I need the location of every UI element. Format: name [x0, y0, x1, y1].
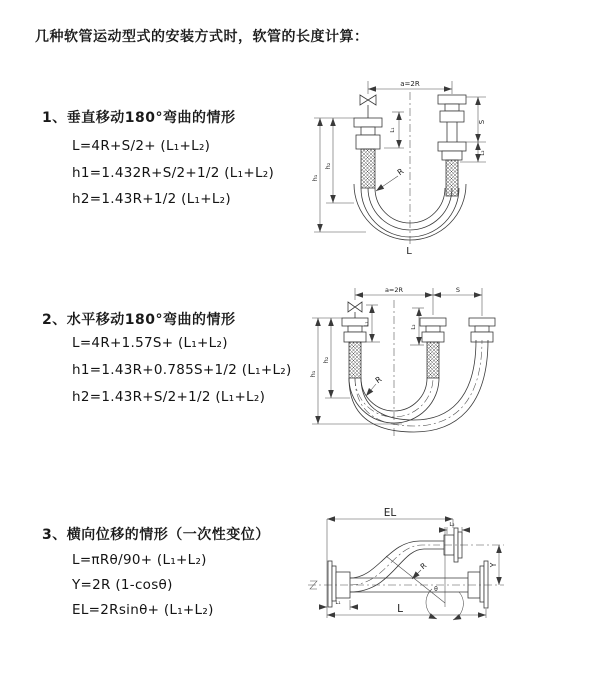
- section-1-formula-h1: h1=1.432R+S/2+1/2 (L₁+L₂): [72, 165, 275, 181]
- section-3-heading: 3、横向位移的情形（一次性变位）: [42, 527, 270, 543]
- section-3-formula-Y: Y=2R (1-cosθ): [72, 577, 173, 593]
- section-2-formula-h2: h2=1.43R+S/2+1/2 (L₁+L₂): [72, 389, 266, 405]
- dim-label-a2r: a=2R: [400, 80, 420, 88]
- dimension-s: [460, 97, 486, 162]
- dim-label-r: R: [373, 374, 384, 386]
- diagram-horizontal-180-bend: [305, 280, 590, 445]
- valve-icon: [360, 95, 376, 118]
- dimension-y: [489, 545, 499, 585]
- braid-section: [349, 342, 361, 378]
- right-fitting: [469, 318, 495, 342]
- dimension-l1: [384, 112, 404, 148]
- braid-section: [361, 149, 375, 188]
- hose-arcs-wide: [349, 340, 488, 432]
- page-title: 几种软管运动型式的安装方式时，软管的长度计算：: [35, 29, 369, 45]
- dim-label-h2: h₂: [324, 162, 332, 170]
- section-2-formula-L: L=4R+1.57S+ (L₁+L₂): [72, 335, 228, 351]
- section-2-formula-h1: h1=1.43R+0.785S+1/2 (L₁+L₂): [72, 362, 292, 378]
- valve-icon: [348, 302, 362, 318]
- dim-label-l1: L₁: [364, 321, 370, 327]
- dim-label-l2: L₂: [449, 522, 455, 528]
- radius-callout: [376, 166, 406, 191]
- dimension-el: [327, 507, 453, 618]
- braid-section: [427, 342, 439, 378]
- dim-label-h2: h₂: [322, 356, 330, 364]
- dim-label-l1: L₁: [390, 127, 396, 133]
- dim-label-s: S: [455, 286, 461, 294]
- section-1-formula-L: L=4R+S/2+ (L₁+L₂): [72, 138, 211, 154]
- dimension-a2r-s: [355, 286, 482, 316]
- section-3-formula-EL: EL=2Rsinθ+ (L₁+L₂): [72, 602, 214, 618]
- dim-label-r: R: [418, 560, 429, 572]
- dimension-l1: [320, 600, 357, 610]
- left-fitting: [354, 118, 382, 188]
- dimension-a2r: [368, 80, 452, 94]
- dim-label-h1: h₁: [309, 370, 317, 378]
- diagram-vertical-180-bend: [305, 75, 590, 265]
- section-2-heading: 2、水平移动180°弯曲的情形: [42, 312, 236, 328]
- section-1-formula-h2: h2=1.43R+1/2 (L₁+L₂): [72, 191, 231, 207]
- dim-label-y: Y: [489, 562, 498, 568]
- right-fitting: [438, 95, 466, 196]
- dim-label-h1: h₁: [311, 174, 319, 182]
- right-flange: [468, 561, 488, 608]
- dim-label-l1: L₁: [335, 600, 341, 606]
- section-3-formula-L: L=πRθ/90+ (L₁+L₂): [72, 552, 207, 568]
- middle-fitting: [420, 318, 446, 378]
- dim-label-L: L: [406, 246, 412, 257]
- section-1-heading: 1、垂直移动180°弯曲的情形: [42, 110, 236, 126]
- dim-label-L: L: [397, 603, 403, 615]
- radius-callout: [412, 561, 428, 579]
- dim-label-r: R: [395, 166, 406, 178]
- dim-label-l2: L₂: [480, 150, 486, 156]
- dim-label-s: S: [478, 119, 486, 125]
- radius-callout: [366, 374, 384, 396]
- dim-label-el: EL: [383, 507, 397, 519]
- dim-label-theta: θ: [434, 586, 438, 593]
- dim-label-a2r: a=2R: [384, 286, 404, 294]
- diagram-lateral-displacement: [300, 500, 595, 655]
- dim-label-l2: L₂: [411, 324, 417, 330]
